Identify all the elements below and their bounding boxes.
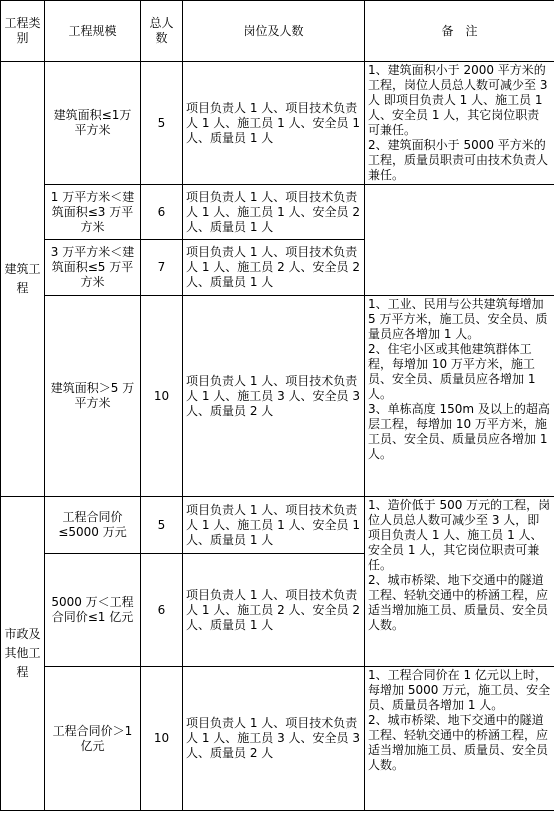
table-row xyxy=(1,185,554,240)
positions-cell: 项目负责人 1 人、项目技术负责人 1 人、施工员 2 人、安全员 2 人、质量员 1 人 xyxy=(183,240,365,296)
note-item: 3、单栋高度 150m 及以上的超高层工程，每增加 10 万平方米，施工员、安全员、质量员应各增加 1 人。 xyxy=(368,402,550,461)
table-row xyxy=(1,296,554,497)
note-cell xyxy=(365,497,554,667)
note-empty-cell xyxy=(365,185,554,296)
total-cell: 5 xyxy=(141,497,183,554)
note-cell xyxy=(365,296,554,497)
table-row xyxy=(1,62,554,185)
scale-cell: 建筑面积＞5 万平方米 xyxy=(45,296,141,497)
scale-cell: 5000 万＜工程合同价≤1 亿元 xyxy=(45,554,141,667)
category-municipal: 市政及其他工程 xyxy=(1,497,45,811)
header-category: 工程类别 xyxy=(1,1,45,62)
total-cell: 10 xyxy=(141,296,183,497)
header-row xyxy=(1,1,554,62)
category-building: 建筑工程 xyxy=(1,62,45,497)
header-notes: 备 注 xyxy=(365,1,554,62)
positions-cell: 项目负责人 1 人、项目技术负责人 1 人、施工员 3 人、安全员 3 人、质量员 2 人 xyxy=(183,667,365,811)
note-item: 1、工业、民用与公共建筑每增加 5 万平方米，施工员、安全员、质量员应各增加 1 人。 xyxy=(368,297,548,341)
note-item: 2、住宅小区或其他建筑群体工程，每增加 10 万平方米，施工员、安全员、质量员应各增加 1 人。 xyxy=(368,342,536,401)
scale-cell: 1 万平方米＜建筑面积≤3 万平方米 xyxy=(45,185,141,240)
positions-cell: 项目负责人 1 人、项目技术负责人 1 人、施工员 1 人、安全员 2 人、质量员 1 人 xyxy=(183,185,365,240)
note-item: 2、建筑面积小于 5000 平方米的工程，质量员职责可由技术负责人兼任。 xyxy=(368,138,549,182)
note-item: 2、城市桥梁、地下交通中的隧道工程、轻轨交通中的桥涵工程，应适当增加施工员、质量员、安全员人数。 xyxy=(368,713,549,772)
total-cell: 6 xyxy=(141,185,183,240)
positions-cell: 项目负责人 1 人、项目技术负责人 1 人、施工员 3 人、安全员 3 人、质量员 2 人 xyxy=(183,296,365,497)
scale-cell: 工程合同价＞1 亿元 xyxy=(45,667,141,811)
total-cell: 5 xyxy=(141,62,183,185)
total-cell: 6 xyxy=(141,554,183,667)
header-total: 总人数 xyxy=(141,1,183,62)
header-positions: 岗位及人数 xyxy=(183,1,365,62)
scale-cell: 工程合同价≤5000 万元 xyxy=(45,497,141,554)
table-row xyxy=(1,667,554,811)
total-cell: 10 xyxy=(141,667,183,811)
note-item: 2、城市桥梁、地下交通中的隧道工程、轻轨交通中的桥涵工程，应适当增加施工员、质量员、安全员人数。 xyxy=(368,573,549,632)
positions-cell: 项目负责人 1 人、项目技术负责人 1 人、施工员 1 人、安全员 1 人、质量员 1 人 xyxy=(183,62,365,185)
note-item: 1、造价低于 500 万元的工程，岗位人员总人数可减少至 3 人，即项目负责人 1 人、施工员 1 人、安全员 1 人，其它岗位职责可兼任。 xyxy=(368,498,551,572)
note-cell xyxy=(365,62,554,185)
header-scale: 工程规模 xyxy=(45,1,141,62)
note-cell xyxy=(365,667,554,811)
table-row xyxy=(1,497,554,554)
positions-cell: 项目负责人 1 人、项目技术负责人 1 人、施工员 2 人、安全员 2 人、质量员 1 人 xyxy=(183,554,365,667)
note-item: 1、建筑面积小于 2000 平方米的工程，岗位人员总人数可减少至 3 人 即项目负责人 1 人、施工员 1 人、安全员 1 人，其它岗位职责可兼任。 xyxy=(368,63,548,137)
total-cell: 7 xyxy=(141,240,183,296)
positions-cell: 项目负责人 1 人、项目技术负责人 1 人、施工员 1 人、安全员 1 人、质量员 1 人 xyxy=(183,497,365,554)
scale-cell: 建筑面积≤1万平方米 xyxy=(45,62,141,185)
note-item: 1、工程合同价在 1 亿元以上时，每增加 5000 万元，施工员、安全员、质量员各增加 1 人。 xyxy=(368,668,551,712)
scale-cell: 3 万平方米＜建筑面积≤5 万平方米 xyxy=(45,240,141,296)
